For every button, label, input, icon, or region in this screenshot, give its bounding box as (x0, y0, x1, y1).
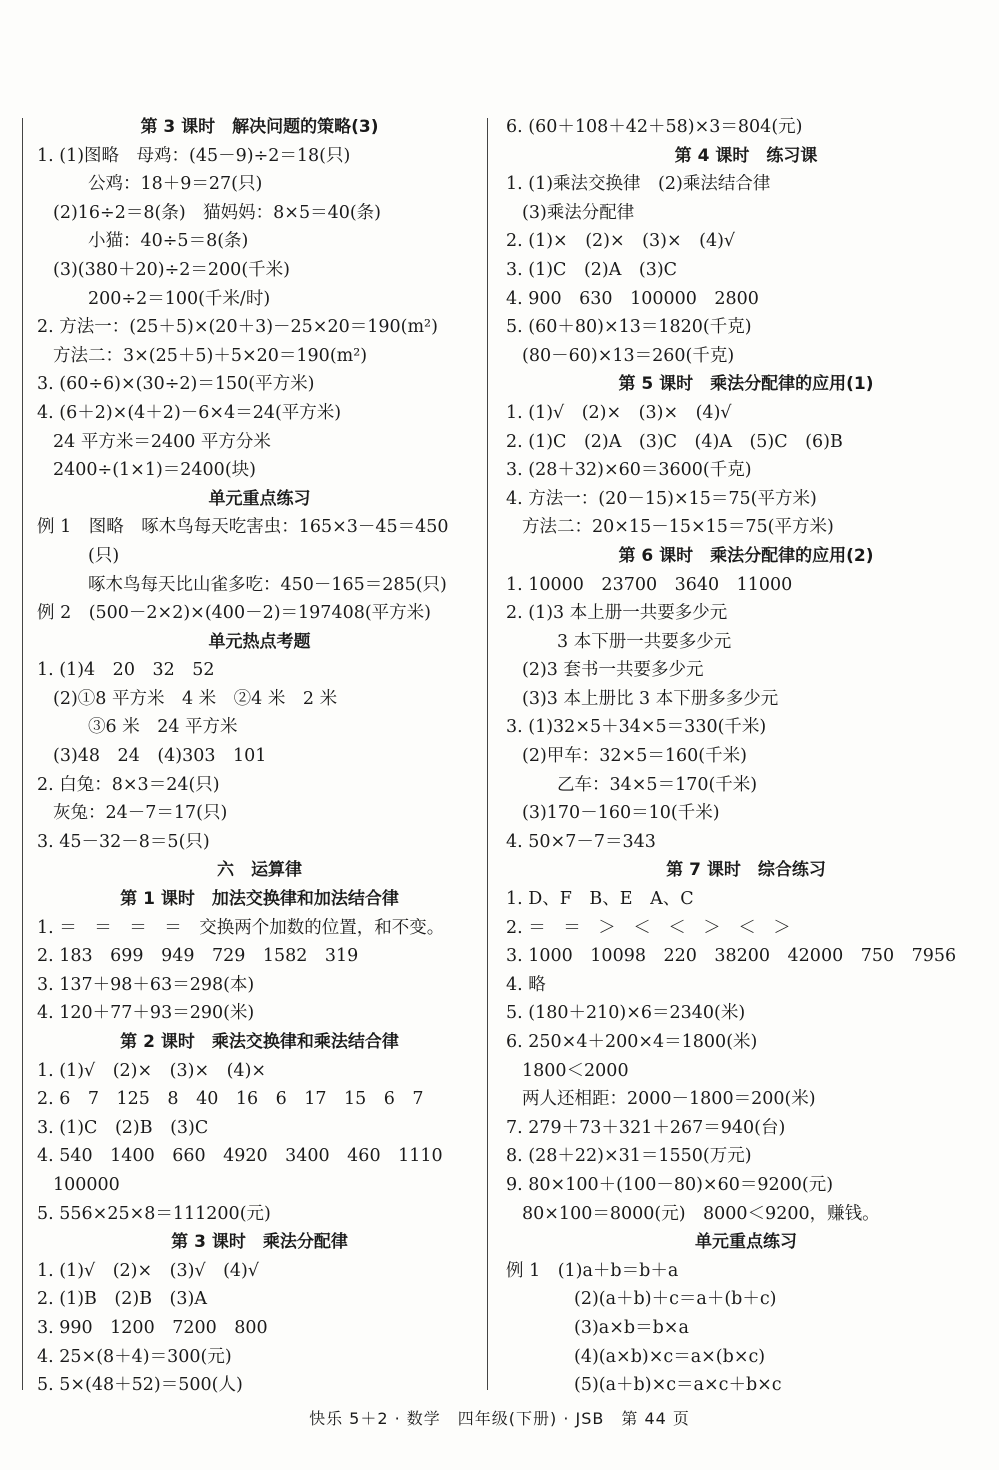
answer-line: 3. 45－32－8＝5(只) (37, 831, 210, 852)
answer-line: (2)(a＋b)＋c＝a＋(b＋c) (574, 1289, 777, 1310)
answer-line: 例 1 图略 啄木鸟每天吃害虫：165×3－45＝450 (37, 517, 449, 538)
answer-line: 100000 (53, 1174, 120, 1195)
answer-line: 1. 10000 23700 3640 11000 (506, 574, 793, 595)
answer-line: (2)①8 平方米 4 米 ②4 米 2 米 (53, 688, 338, 709)
answer-line: 5. 5×(48＋52)＝500(人) (37, 1375, 243, 1396)
answer-line: 3. (1)C (2)A (3)C (506, 259, 678, 280)
answer-line: 两人还相距：2000－1800＝200(米) (522, 1089, 816, 1110)
answer-line: 公鸡：18＋9＝27(只) (88, 174, 263, 195)
answer-line: 1. (1)图略 母鸡：(45－9)÷2＝18(只) (37, 145, 351, 166)
answer-line: 2400÷(1×1)＝2400(块) (53, 460, 256, 481)
answer-line: 4. 900 630 100000 2800 (506, 288, 759, 309)
answer-line: 乙车：34×5＝170(千米) (557, 774, 758, 795)
answer-line: 2. 方法一：(25＋5)×(20＋3)－25×20＝190(m²) (37, 317, 438, 338)
section-heading: 第 5 课时 乘法分配律的应用(1) (618, 374, 874, 395)
answer-line: (3)a×b＝b×a (574, 1317, 689, 1338)
answer-line: 4. 540 1400 660 4920 3400 460 1110 (37, 1146, 443, 1167)
answer-line: 4. 略 (506, 974, 546, 995)
answer-line: ③6 米 24 平方米 (88, 717, 238, 738)
section-heading: 单元热点考题 (208, 631, 311, 652)
answer-line: 2. (1)× (2)× (3)× (4)√ (506, 231, 736, 252)
answer-line: 4. 方法一：(20－15)×15＝75(平方米) (506, 488, 817, 509)
answer-line: 1. ＝ ＝ ＝ ＝ 交换两个加数的位置，和不变。 (37, 917, 445, 938)
answer-line: 3. 137＋98＋63＝298(本) (37, 974, 255, 995)
answer-line: 4. 50×7－7＝343 (506, 831, 656, 852)
answer-line: 6. 250×4＋200×4＝1800(米) (506, 1032, 758, 1052)
answer-line: 5. (60＋80)×13＝1820(千克) (506, 317, 752, 338)
answer-line: 2. 183 699 949 729 1582 319 (37, 946, 359, 967)
answer-line: 4. (6＋2)×(4＋2)－6×4＝24(平方米) (37, 402, 342, 423)
answer-line: 2. (1)B (2)B (3)A (37, 1289, 207, 1310)
answer-line: 例 2 (500－2×2)×(400－2)＝197408(平方米) (37, 603, 431, 624)
answer-line: 1. (1)乘法交换律 (2)乘法结合律 (506, 174, 771, 195)
answer-line: 3. 990 1200 7200 800 (37, 1317, 268, 1338)
answer-line: (3)3 本上册比 3 本下册多多少元 (522, 688, 779, 709)
answer-line: 3. 1000 10098 220 38200 42000 750 7956 (506, 946, 957, 967)
right-column (506, 113, 986, 1400)
answer-line: 5. (180＋210)×6＝2340(米) (506, 1003, 746, 1024)
answer-line: 1. D、F B、E A、C (506, 889, 694, 910)
section-heading: 第 6 课时 乘法分配律的应用(2) (618, 545, 874, 566)
answer-line: (5)(a＋b)×c＝a×c＋b×c (574, 1375, 782, 1396)
answer-line: 2. ＝ ＝ ＞ ＜ ＜ ＞ ＜ ＞ (506, 917, 791, 938)
section-heading: 第 2 课时 乘法交换律和乘法结合律 (120, 1032, 399, 1052)
section-heading: 第 3 课时 解决问题的策略(3) (140, 117, 379, 137)
answer-line: (80－60)×13＝260(千克) (522, 345, 735, 366)
answer-line: 1800＜2000 (522, 1060, 629, 1081)
answer-line: 1. (1)√ (2)× (3)√ (4)√ (37, 1260, 260, 1281)
answer-line: 9. 80×100＋(100－80)×60＝9200(元) (506, 1174, 834, 1195)
answer-line: 6. (60＋108＋42＋58)×3＝804(元) (506, 117, 803, 137)
answer-line: (3)乘法分配律 (522, 202, 635, 223)
answer-line: 4. 25×(8＋4)＝300(元) (37, 1346, 232, 1367)
column-divider (487, 118, 488, 1390)
answer-line: 8. (28＋22)×31＝1550(万元) (506, 1146, 752, 1167)
answer-line: 1. (1)√ (2)× (3)× (4)√ (506, 402, 732, 423)
section-heading: 单元重点练习 (695, 1232, 797, 1253)
left-margin-rule (22, 118, 23, 1390)
answer-line: 80×100＝8000(元) 8000＜9200，赚钱。 (522, 1203, 880, 1224)
section-heading: 六 运算律 (217, 860, 302, 881)
answer-line: 3. (60÷6)×(30÷2)＝150(平方米) (37, 374, 315, 395)
section-heading: 第 3 课时 乘法分配律 (171, 1232, 348, 1253)
answer-line: 3. (1)C (2)B (3)C (37, 1117, 209, 1138)
page-footer: 快乐 5＋2 · 数学 四年级(下册) · JSB 第 44 页 (309, 1409, 690, 1428)
answer-line: 1. (1)√ (2)× (3)× (4)× (37, 1060, 267, 1081)
answer-line: (4)(a×b)×c＝a×(b×c) (574, 1346, 766, 1367)
answer-line: 方法二：3×(25＋5)＋5×20＝190(m²) (53, 345, 368, 366)
answer-line: (2)16÷2＝8(条) 猫妈妈：8×5＝40(条) (53, 202, 381, 223)
answer-line: 方法二：20×15－15×15＝75(平方米) (522, 517, 834, 538)
answer-line: 3 本下册一共要多少元 (557, 631, 732, 652)
answer-line: 3. (1)32×5＋34×5＝330(千米) (506, 717, 767, 738)
answer-line: 灰兔：24－7＝17(只) (53, 803, 228, 824)
answer-line: 2. (1)3 本上册一共要多少元 (506, 603, 728, 624)
answer-line: 7. 279＋73＋321＋267＝940(台) (506, 1117, 786, 1138)
answer-line: (3)(380＋20)÷2＝200(千米) (53, 259, 290, 280)
answer-line: (2)甲车：32×5＝160(千米) (522, 746, 747, 767)
answer-line: 啄木鸟每天比山雀多吃：450－165＝285(只) (88, 574, 447, 595)
answer-line: 例 1 (1)a＋b＝b＋a (506, 1260, 679, 1281)
answer-line: (只) (88, 545, 120, 566)
answer-line: 2. (1)C (2)A (3)C (4)A (5)C (6)B (506, 431, 843, 452)
left-column (37, 113, 482, 1400)
section-heading: 单元重点练习 (208, 488, 311, 509)
answer-line: 4. 120＋77＋93＝290(米) (37, 1003, 255, 1024)
answer-line: 小猫：40÷5＝8(条) (88, 231, 249, 252)
answer-line: 2. 6 7 125 8 40 16 6 17 15 6 7 (37, 1089, 424, 1110)
answer-line: 24 平方米＝2400 平方分米 (53, 431, 271, 452)
answer-line: 3. (28＋32)×60＝3600(千克) (506, 460, 752, 481)
section-heading: 第 7 课时 综合练习 (666, 860, 826, 881)
answer-line: (3)170－160＝10(千米) (522, 803, 720, 824)
section-heading: 第 1 课时 加法交换律和加法结合律 (120, 889, 399, 910)
section-heading: 第 4 课时 练习课 (674, 145, 818, 166)
answer-line: 2. 白兔：8×3＝24(只) (37, 774, 220, 795)
answer-line: (2)3 套书一共要多少元 (522, 660, 704, 681)
answer-line: (3)48 24 (4)303 101 (53, 746, 267, 767)
answer-line: 5. 556×25×8＝111200(元) (37, 1203, 271, 1224)
answer-line: 200÷2＝100(千米/时) (88, 288, 271, 309)
answer-line: 1. (1)4 20 32 52 (37, 660, 215, 681)
